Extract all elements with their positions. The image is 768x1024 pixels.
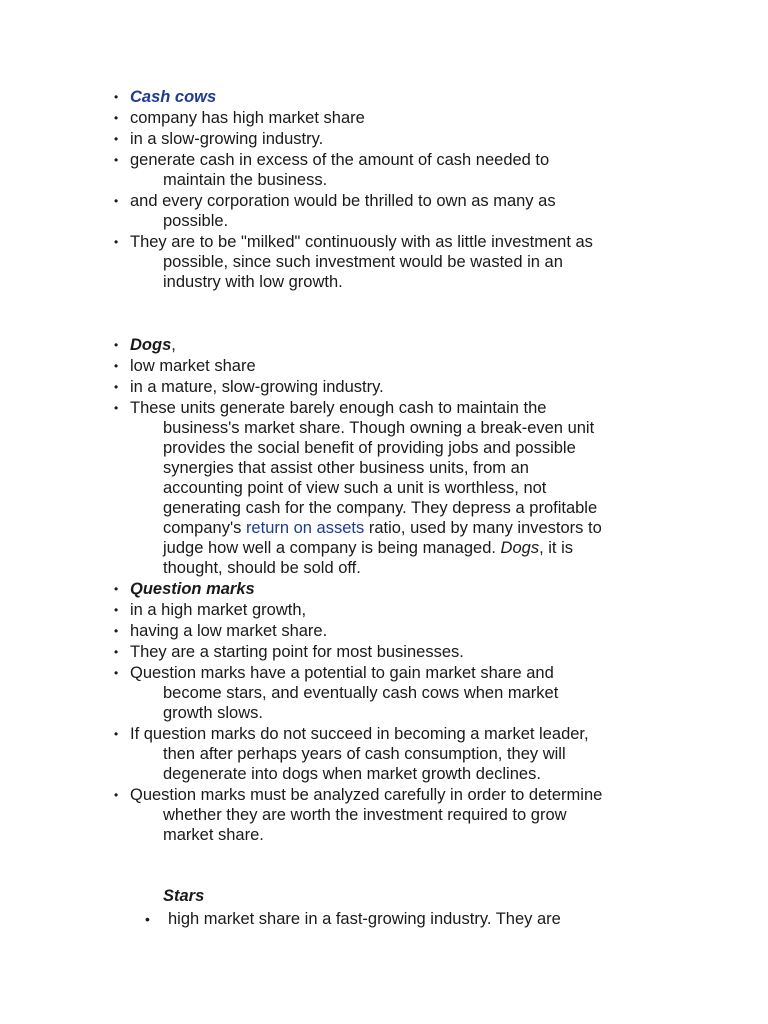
dogs-italic: Dogs: [500, 539, 540, 557]
text-line: business's market share. Though owning a break-even unit: [163, 419, 595, 437]
text-line: become stars, and eventually cash cows when market: [163, 684, 559, 702]
text-line: in a high market growth,: [130, 601, 307, 619]
text-line: maintain the business.: [163, 171, 328, 189]
stars-heading: Stars: [163, 887, 205, 905]
text-line: company has high market share: [130, 109, 365, 127]
text-line: These units generate barely enough cash to maintain the: [130, 399, 547, 417]
list-item: [114, 663, 674, 723]
text-line: and every corporation would be thrilled to own as many as: [130, 192, 556, 210]
bullet: •: [114, 194, 119, 208]
list-item: [114, 87, 674, 107]
text-line: Question marks must be analyzed carefully in order to determine: [130, 786, 603, 804]
list-item: [114, 785, 674, 845]
text-line: synergies that assist other business units, from an: [163, 459, 529, 477]
text-line: in a slow-growing industry.: [130, 130, 324, 148]
bullet: •: [114, 111, 119, 125]
bullet: •: [114, 359, 119, 373]
dogs-heading-suffix: ,: [171, 336, 176, 354]
bullet: •: [114, 582, 119, 596]
bullet: •: [114, 727, 119, 741]
question-marks-heading: Question marks: [130, 580, 255, 598]
list-item: [114, 600, 674, 620]
dogs-section: [114, 335, 674, 846]
text-fragment: judge how well a company is being managed.: [163, 539, 501, 557]
bullet: •: [114, 603, 119, 617]
bullet: •: [114, 401, 119, 415]
bullet: •: [114, 235, 119, 249]
list-item: [114, 621, 674, 641]
text-line: then after perhaps years of cash consumption, they will: [163, 745, 566, 763]
stars-item-text: high market share in a fast-growing industry. They are: [168, 910, 561, 928]
stars-list-item: [145, 909, 561, 929]
text-line: generating cash for the company. They depress a profitable: [163, 499, 598, 517]
bullet: •: [114, 90, 119, 104]
list-item: [114, 232, 674, 292]
bullet: •: [114, 380, 119, 394]
list-item: [114, 579, 674, 599]
text-line: market share.: [163, 826, 264, 844]
cash-cows-section: [114, 87, 674, 293]
dogs-heading: Dogs: [130, 336, 172, 354]
bullet: •: [114, 132, 119, 146]
text-fragment: , it is: [539, 539, 573, 557]
text-line: industry with low growth.: [163, 273, 343, 291]
bullet: •: [114, 153, 119, 167]
list-item: [114, 398, 674, 578]
bullet: •: [114, 788, 119, 802]
text-line: growth slows.: [163, 704, 263, 722]
text-line: [130, 518, 674, 538]
list-item: [114, 642, 674, 662]
list-item: [114, 335, 674, 355]
text-line: whether they are worth the investment required to grow: [163, 806, 567, 824]
text-line: accounting point of view such a unit is worthless, not: [163, 479, 547, 497]
list-item: [114, 724, 674, 784]
bullet: •: [114, 338, 119, 352]
text-line: If question marks do not succeed in becoming a market leader,: [130, 725, 589, 743]
text-line: possible.: [163, 212, 229, 230]
text-line: low market share: [130, 357, 256, 375]
bullet: •: [114, 624, 119, 638]
list-item: [114, 129, 674, 149]
return-on-assets-link[interactable]: return on assets: [245, 519, 365, 537]
bullet: •: [145, 911, 150, 927]
list-item: [114, 356, 674, 376]
cash-cows-heading: Cash cows: [130, 88, 217, 106]
bullet: •: [114, 645, 119, 659]
text-line: They are to be "milked" continuously with as little investment as: [130, 233, 593, 251]
text-line: Question marks have a potential to gain market share and: [130, 664, 554, 682]
text-line: degenerate into dogs when market growth declines.: [163, 765, 541, 783]
text-fragment: ratio, used by many investors to: [364, 519, 602, 537]
text-line: thought, should be sold off.: [163, 559, 361, 577]
bullet: •: [114, 666, 119, 680]
text-line: having a low market share.: [130, 622, 328, 640]
text-line: provides the social benefit of providing jobs and possible: [163, 439, 576, 457]
text-line: possible, since such investment would be wasted in an: [163, 253, 563, 271]
text-line: generate cash in excess of the amount of cash needed to: [130, 151, 550, 169]
text-line: in a mature, slow-growing industry.: [130, 378, 384, 396]
list-item: [114, 377, 674, 397]
list-item: [114, 150, 674, 190]
text-line: [130, 538, 674, 558]
text-line: They are a starting point for most businesses.: [130, 643, 464, 661]
list-item: [114, 191, 674, 231]
list-item: [114, 108, 674, 128]
text-fragment: company's: [163, 519, 246, 537]
